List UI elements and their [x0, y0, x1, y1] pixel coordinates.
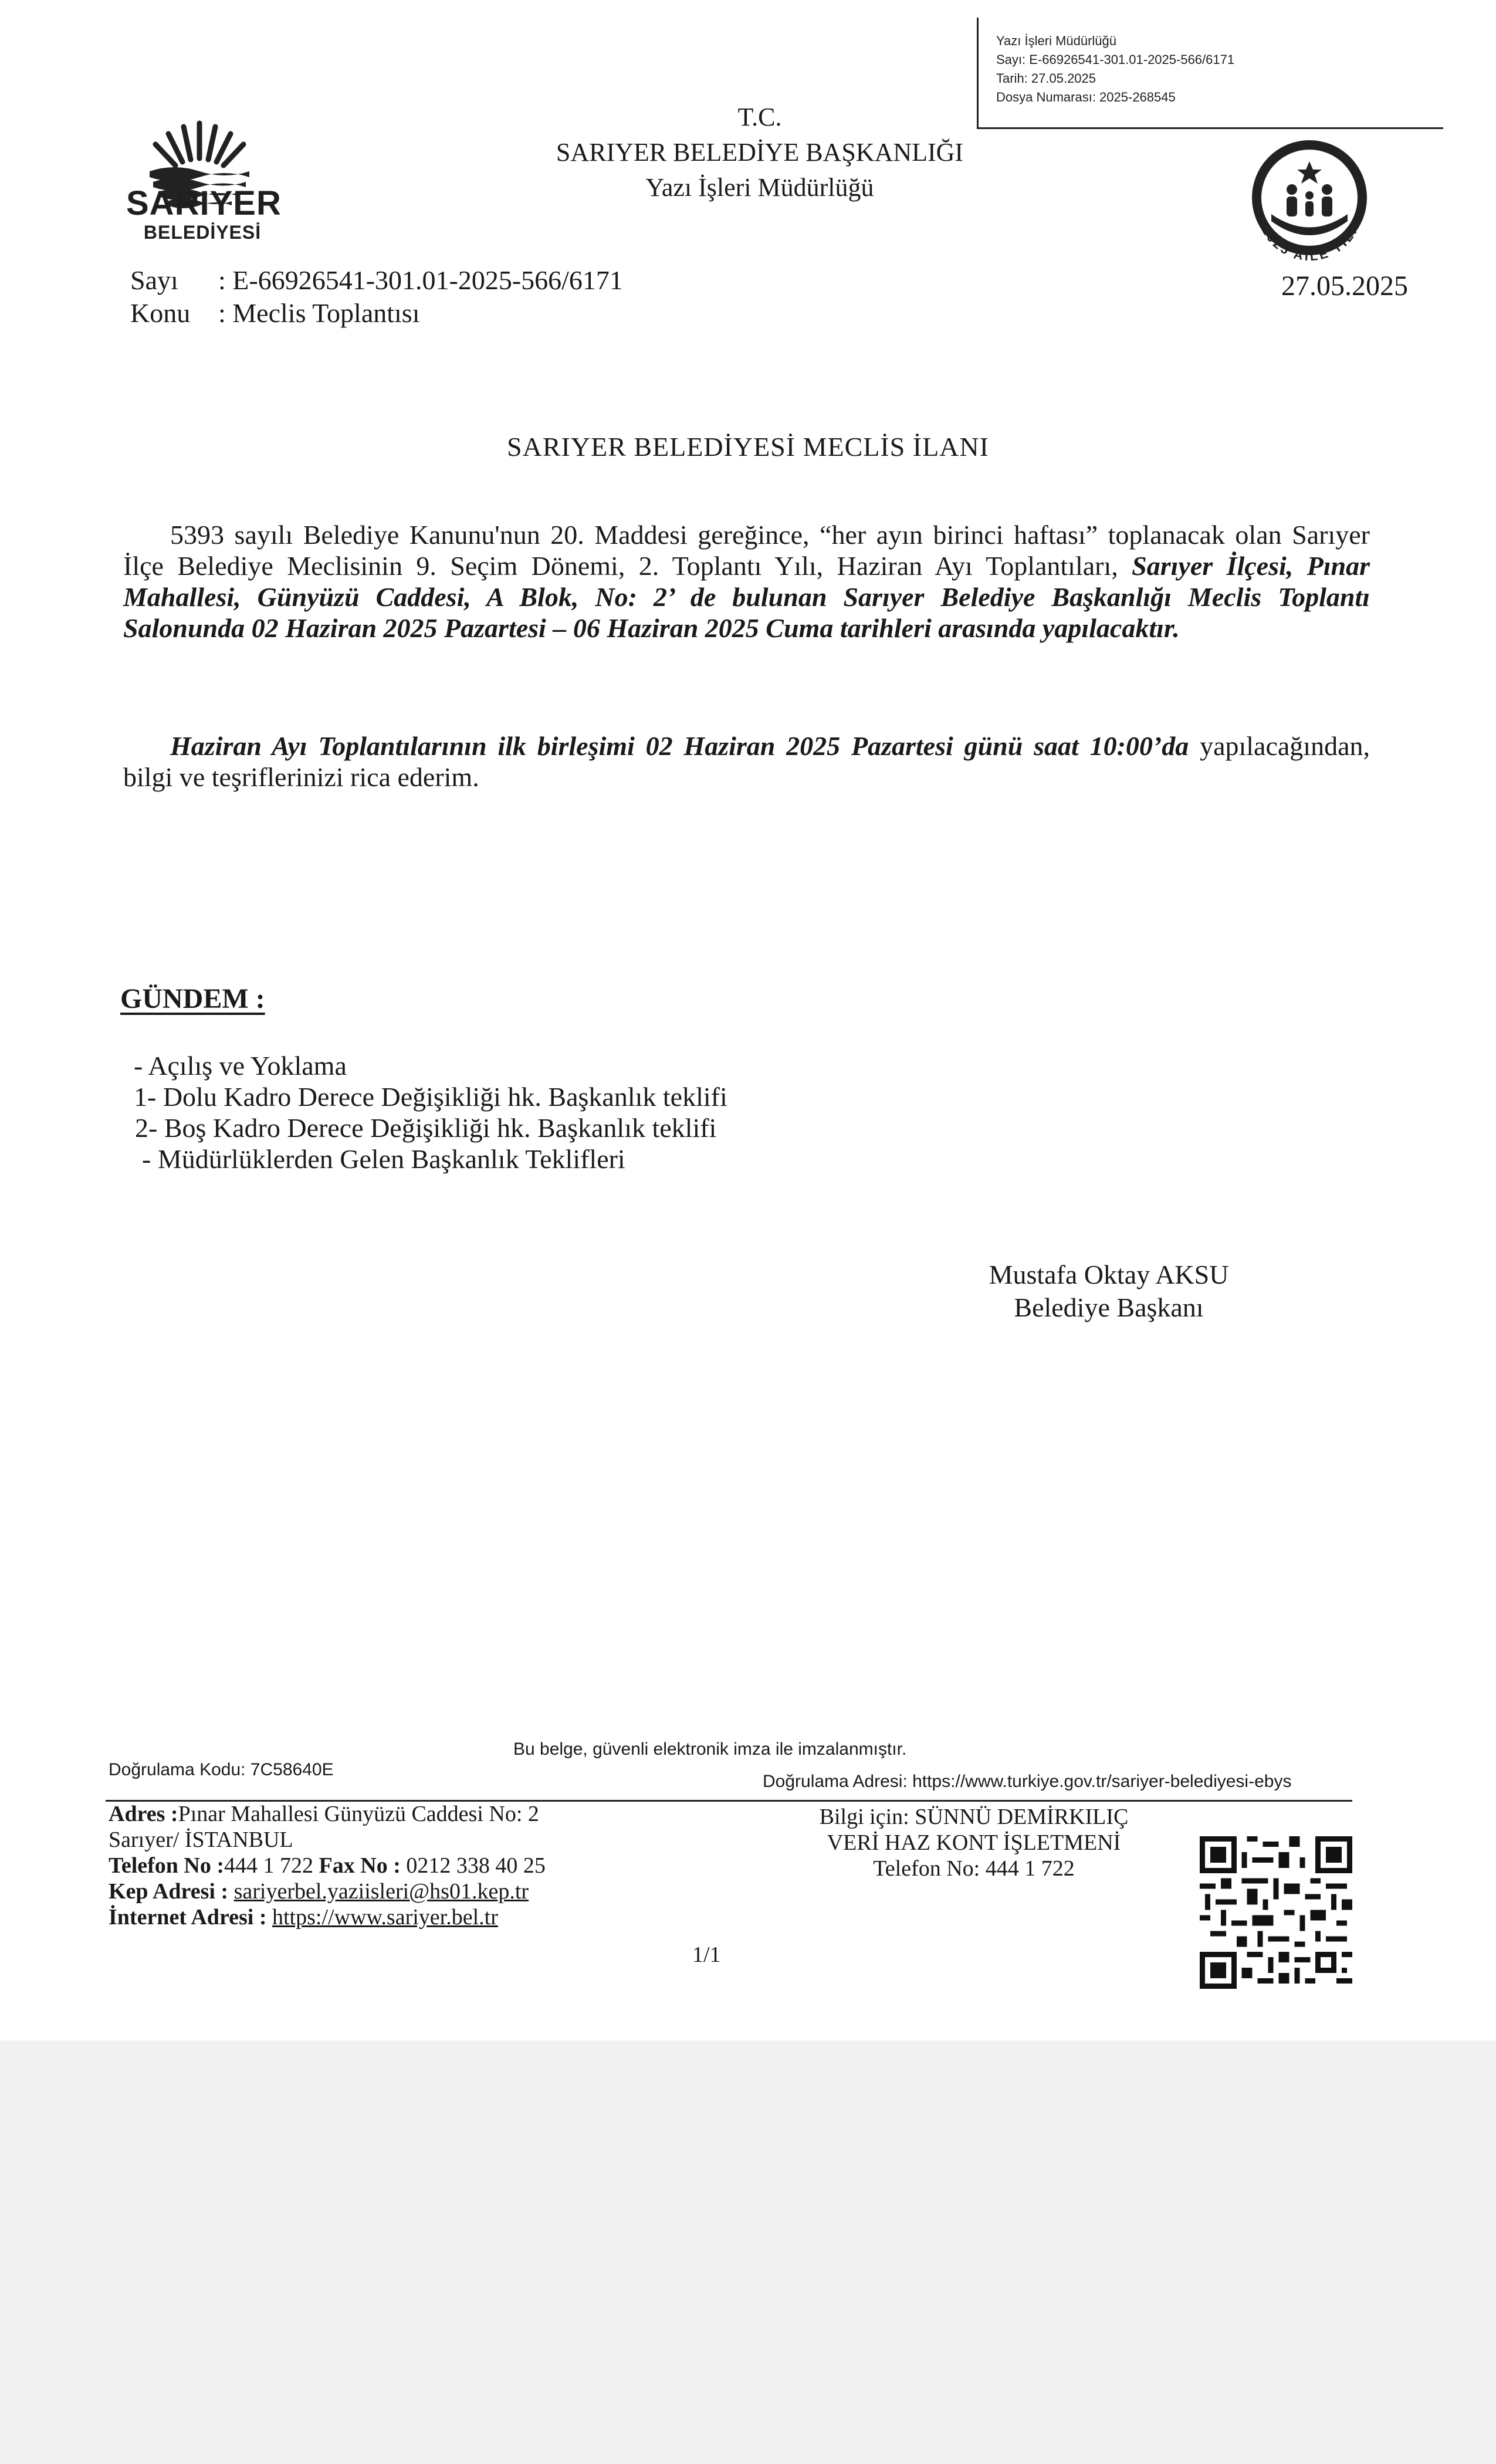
agenda-item: - Açılış ve Yoklama	[134, 1051, 347, 1081]
header-line-2: SARIYER BELEDİYE BAŞKANLIĞI	[556, 138, 964, 167]
fax-value: 0212 338 40 25	[400, 1853, 546, 1878]
address-value: Pınar Mahallesi Günyüzü Caddesi No: 2	[178, 1802, 539, 1826]
logo-line-2: BELEDİYESİ	[143, 222, 262, 243]
kep-address-link[interactable]: sariyerbel.yaziisleri@hs01.kep.tr	[233, 1879, 529, 1904]
meta-konu-row	[130, 297, 623, 330]
meta-konu-label: Konu	[130, 298, 191, 328]
registry-stamp	[977, 18, 1443, 129]
web-label: İnternet Adresi :	[109, 1905, 267, 1930]
stamp-line-1: Yazı İşleri Müdürlüğü	[996, 33, 1117, 48]
signatory-name: Mustafa Oktay AKSU	[989, 1260, 1229, 1289]
address-line-2: Sarıyer/ İSTANBUL	[109, 1827, 293, 1852]
body-paragraph-2	[123, 730, 1370, 793]
esign-note: Bu belge, güvenli elektronik imza ile imzalanmıştır.	[513, 1739, 907, 1759]
address-label: Adres :	[109, 1802, 178, 1826]
body-paragraph-1	[123, 519, 1370, 644]
agenda-item: - Müdürlüklerden Gelen Başkanlık Teklifleri	[142, 1144, 625, 1174]
info-line-1: Bilgi için: SÜNNÜ DEMİRKILIÇ	[819, 1805, 1129, 1829]
kep-label: Kep Adresi :	[109, 1879, 229, 1904]
document-title: SARIYER BELEDİYESİ MECLİS İLANI	[507, 432, 989, 462]
family-year-emblem-icon	[1235, 132, 1385, 282]
signature-block	[901, 1258, 1317, 1324]
paragraph-1-plain: 5393 sayılı Belediye Kanunu'nun 20. Maddesi gereğince, “her ayın birinci haftası” toplanacak olan Sarıyer İlçe Belediye Meclisinin 9. Seçim Dönemi, 2. Toplantı Yılı, Haziran Ayı Toplantıları,	[123, 520, 1370, 581]
info-line-2: VERİ HAZ KONT İŞLETMENİ	[827, 1830, 1121, 1855]
stamp-line-4: Dosya Numarası: 2025-268545	[996, 90, 1176, 104]
paragraph-1-emphasis: Sarıyer İlçesi, Pınar Mahallesi, Günyüzü Caddesi, A Blok, No: 2’ de bulunan Sarıyer Belediye Başkanlığı Meclis Toplantı Salonunda 02 Haziran 2025 Pazartesi – 06 Haziran 2025 Cuma tarihleri arasında yapılacaktır.	[123, 551, 1370, 643]
agenda-list	[134, 1050, 727, 1175]
agenda-heading: GÜNDEM :	[120, 983, 265, 1014]
header-line-1: T.C.	[737, 103, 782, 131]
meta-sayi-value: : E-66926541-301.01-2025-566/6171	[218, 265, 623, 295]
verification-address: Doğrulama Adresi: https://www.turkiye.gov.tr/sariyer-belediyesi-ebys	[763, 1772, 1292, 1791]
letterhead	[481, 100, 1038, 205]
stamp-line-2: Sayı: E-66926541-301.01-2025-566/6171	[996, 52, 1235, 67]
logo-wordmark	[126, 184, 282, 243]
signatory-title: Belediye Başkanı	[1014, 1292, 1204, 1322]
page-number: 1/1	[692, 1942, 721, 1967]
fax-label: Fax No :	[319, 1853, 401, 1878]
website-link[interactable]: https://www.sariyer.bel.tr	[272, 1905, 498, 1930]
phone-value: 444 1 722	[224, 1853, 319, 1878]
kep-line	[109, 1879, 546, 1904]
phone-label: Telefon No :	[109, 1853, 225, 1878]
address-line	[109, 1801, 546, 1827]
agenda-item: 2- Boş Kadro Derece Değişikliği hk. Başkanlık teklifi	[135, 1113, 717, 1143]
logo-line-1: SARIYER	[126, 184, 282, 222]
phone-line	[109, 1853, 546, 1879]
meta-konu-value: : Meclis Toplantısı	[218, 298, 420, 328]
emblem-caption: 2025 AİLE YILI	[1258, 224, 1361, 264]
contact-person-block	[780, 1804, 1167, 1881]
meta-sayi-label: Sayı	[130, 265, 178, 295]
paragraph-2-emphasis: Haziran Ayı Toplantılarının ilk birleşimi 02 Haziran 2025 Pazartesi günü saat 10:00’da	[170, 731, 1189, 761]
header-line-3: Yazı İşleri Müdürlüğü	[645, 173, 874, 202]
meta-sayi-row	[130, 264, 623, 297]
qr-code-icon	[1200, 1836, 1352, 1989]
document-meta	[130, 264, 623, 330]
document-date: 27.05.2025	[1281, 270, 1408, 302]
paragraph-2-plain: yapılacağından, bilgi ve teşriflerinizi rica ederim.	[123, 731, 1370, 792]
info-line-3: Telefon No: 444 1 722	[873, 1856, 1075, 1881]
web-line	[109, 1904, 546, 1930]
agenda-item: 1- Dolu Kadro Derece Değişikliği hk. Başkanlık teklifi	[134, 1082, 727, 1112]
stamp-line-3: Tarih: 27.05.2025	[996, 71, 1096, 86]
verification-code: Doğrulama Kodu: 7C58640E	[109, 1760, 334, 1779]
contact-block	[109, 1801, 546, 1930]
